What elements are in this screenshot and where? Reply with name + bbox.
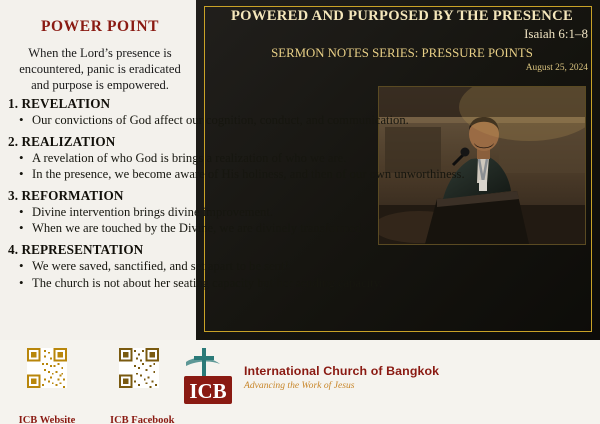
point-1-bullets bbox=[8, 113, 478, 129]
point-3-heading: 3. REFORMATION bbox=[8, 187, 124, 203]
point-4-heading: 4. REPRESENTATION bbox=[8, 242, 144, 258]
sermon-title: POWERED AND PURPOSED BY THE PRESENCE bbox=[230, 8, 574, 24]
point-2 bbox=[8, 134, 478, 183]
point-2-bullets bbox=[8, 151, 478, 183]
sermon-series: SERMON NOTES SERIES: PRESSURE POINTS bbox=[271, 46, 533, 60]
list-item: • We were saved, sanctified, and set apart to be sent! bbox=[30, 259, 478, 275]
list-item: • The church is not about her seating capacity but her sending capacity. bbox=[30, 276, 478, 292]
scripture-reference: Isaiah 6:1–8 bbox=[524, 26, 588, 41]
point-3 bbox=[8, 188, 478, 237]
point-2-heading: 2. REALIZATION bbox=[8, 133, 116, 149]
list-item: • In the presence, we become aware of His holiness, and then of our own unworthiness. bbox=[30, 167, 478, 183]
organization-tagline: Advancing the Work of Jesus bbox=[244, 379, 355, 391]
slide-header bbox=[212, 8, 592, 73]
point-4 bbox=[8, 242, 478, 291]
list-item: • Our convictions of God affect our cognition, conduct, and communication. bbox=[30, 113, 478, 129]
sermon-date: August 25, 2024 bbox=[525, 63, 588, 73]
qr-facebook-block[interactable] bbox=[108, 348, 175, 424]
qr-code-website-icon[interactable] bbox=[27, 348, 67, 388]
qr-code-area bbox=[16, 348, 175, 424]
sermon-points-list bbox=[8, 96, 478, 296]
icb-logo-icon bbox=[180, 346, 236, 408]
qr-website-label: ICB Website bbox=[18, 415, 76, 424]
intro-statement: When the Lord’s presence is encountered, panic is eradicated and purpose is empowered. bbox=[19, 46, 181, 93]
qr-facebook-label: ICB Facebook bbox=[110, 415, 175, 424]
point-1-heading: 1. REVELATION bbox=[8, 96, 111, 111]
list-item: • A revelation of who God is brings a realization of who we are. bbox=[30, 151, 478, 167]
point-1 bbox=[8, 96, 478, 129]
organization-logo-area bbox=[180, 346, 439, 408]
organization-name: International Church of Bangkok bbox=[244, 363, 440, 378]
list-item: • Divine intervention brings divine improvement. bbox=[30, 205, 478, 221]
point-3-bullets bbox=[8, 205, 478, 237]
qr-code-facebook-icon[interactable] bbox=[119, 348, 159, 388]
list-item: • When we are touched by the Divine, we are divinely transformed. bbox=[30, 221, 478, 237]
power-point-heading: POWER POINT bbox=[40, 18, 160, 35]
qr-website-block[interactable] bbox=[16, 348, 78, 424]
icb-logo bbox=[180, 346, 236, 408]
point-4-bullets bbox=[8, 259, 478, 291]
organization-text bbox=[244, 364, 439, 391]
icb-logo-text: ICB bbox=[189, 379, 227, 403]
slide-footer bbox=[0, 340, 600, 424]
